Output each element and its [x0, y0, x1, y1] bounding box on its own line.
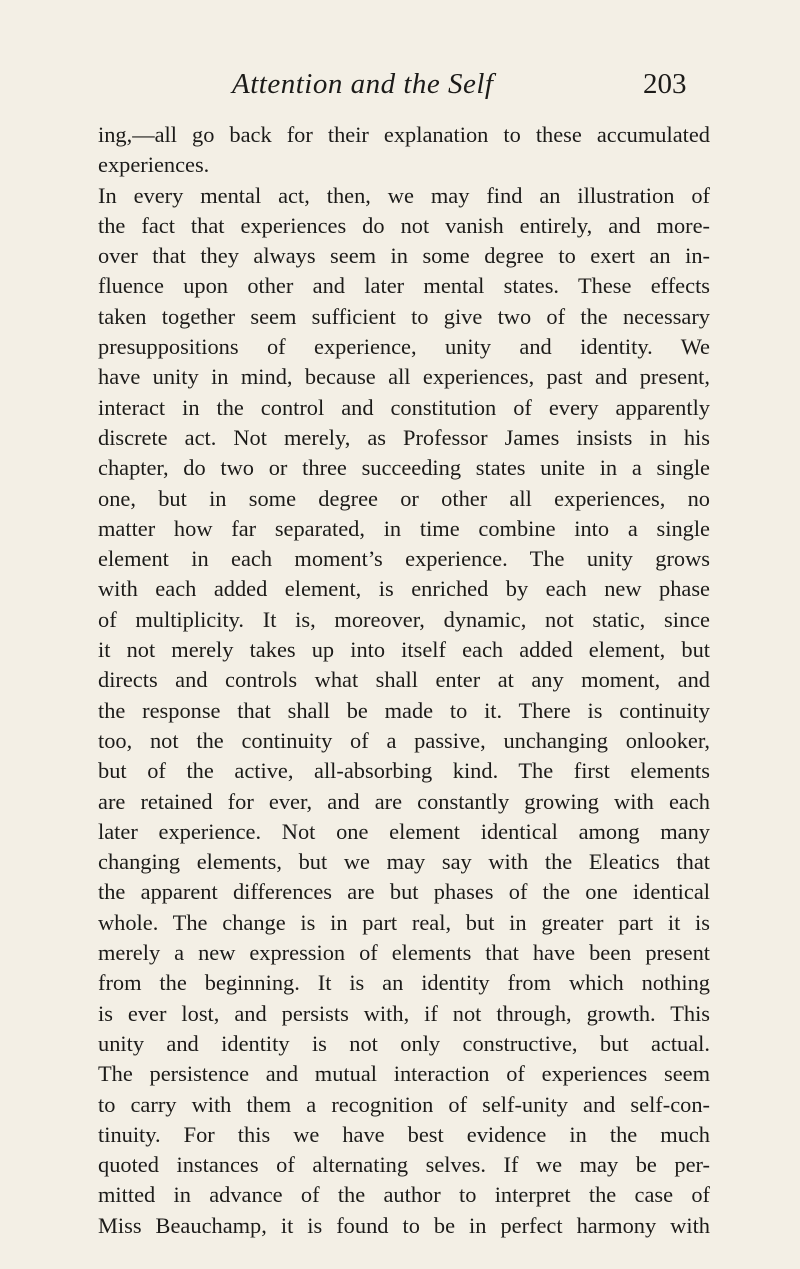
- text-line: too, not the continuity of a passive, unchanging onlooker,: [98, 727, 710, 753]
- text-line: presuppositions of experience, unity and identity. We: [98, 334, 710, 360]
- text-line: to carry with them a recognition of self-unity and self-con-: [98, 1091, 710, 1117]
- page-header: [0, 66, 800, 106]
- page-number: 203: [643, 68, 687, 100]
- text-line: chapter, do two or three succeeding states unite in a single: [98, 455, 710, 481]
- text-line: over that they always seem in some degree to exert an in-: [98, 243, 710, 269]
- text-line: tinuity. For this we have best evidence in the much: [98, 1121, 710, 1147]
- text-line: the response that shall be made to it. There is continuity: [98, 697, 710, 723]
- running-title: Attention and the Self: [232, 68, 494, 100]
- text-line: changing elements, but we may say with the Eleatics that: [98, 849, 710, 875]
- text-line: whole. The change is in part real, but in greater part it is: [98, 909, 710, 935]
- text-line: from the beginning. It is an identity from which nothing: [98, 970, 710, 996]
- text-line: but of the active, all-absorbing kind. The first elements: [98, 758, 710, 784]
- text-line: it not merely takes up into itself each added element, but: [98, 637, 710, 663]
- text-line: is ever lost, and persists with, if not through, growth. This: [98, 1000, 710, 1026]
- text-line: quoted instances of alternating selves. If we may be per-: [98, 1152, 710, 1178]
- body-text: [98, 120, 710, 1241]
- text-line: later experience. Not one element identical among many: [98, 818, 710, 844]
- text-line: matter how far separated, in time combine into a single: [98, 515, 710, 541]
- text-line: interact in the control and constitution of every apparently: [98, 394, 710, 420]
- text-line: fluence upon other and later mental states. These effects: [98, 273, 710, 299]
- text-line: the apparent differences are but phases of the one identical: [98, 879, 710, 905]
- text-line: have unity in mind, because all experiences, past and present,: [98, 364, 710, 390]
- text-line: the fact that experiences do not vanish entirely, and more-: [98, 212, 710, 238]
- text-line: one, but in some degree or other all experiences, no: [98, 485, 710, 511]
- text-line: ing,—all go back for their explanation to these accumulated: [98, 122, 710, 147]
- text-line: directs and controls what shall enter at any moment, and: [98, 667, 710, 693]
- text-line: are retained for ever, and are constantly growing with each: [98, 788, 710, 814]
- text-line: Miss Beauchamp, it is found to be in perfect harmony with: [98, 1212, 710, 1238]
- text-line: of multiplicity. It is, moreover, dynamic, not static, since: [98, 606, 710, 632]
- text-line: taken together seem sufficient to give two of the necessary: [98, 303, 710, 329]
- text-line: mitted in advance of the author to interpret the case of: [98, 1182, 710, 1208]
- text-line: with each added element, is enriched by each new phase: [98, 576, 710, 602]
- text-line: The persistence and mutual interaction of experiences seem: [98, 1061, 710, 1087]
- text-line: experiences.: [98, 152, 210, 178]
- text-line: discrete act. Not merely, as Professor James insists in his: [98, 424, 710, 450]
- text-line: element in each moment’s experience. The unity grows: [98, 546, 710, 572]
- text-line: merely a new expression of elements that have been present: [98, 940, 710, 966]
- text-line: unity and identity is not only constructive, but actual.: [98, 1030, 710, 1056]
- text-line: In every mental act, then, we may find an illustration of: [98, 182, 710, 208]
